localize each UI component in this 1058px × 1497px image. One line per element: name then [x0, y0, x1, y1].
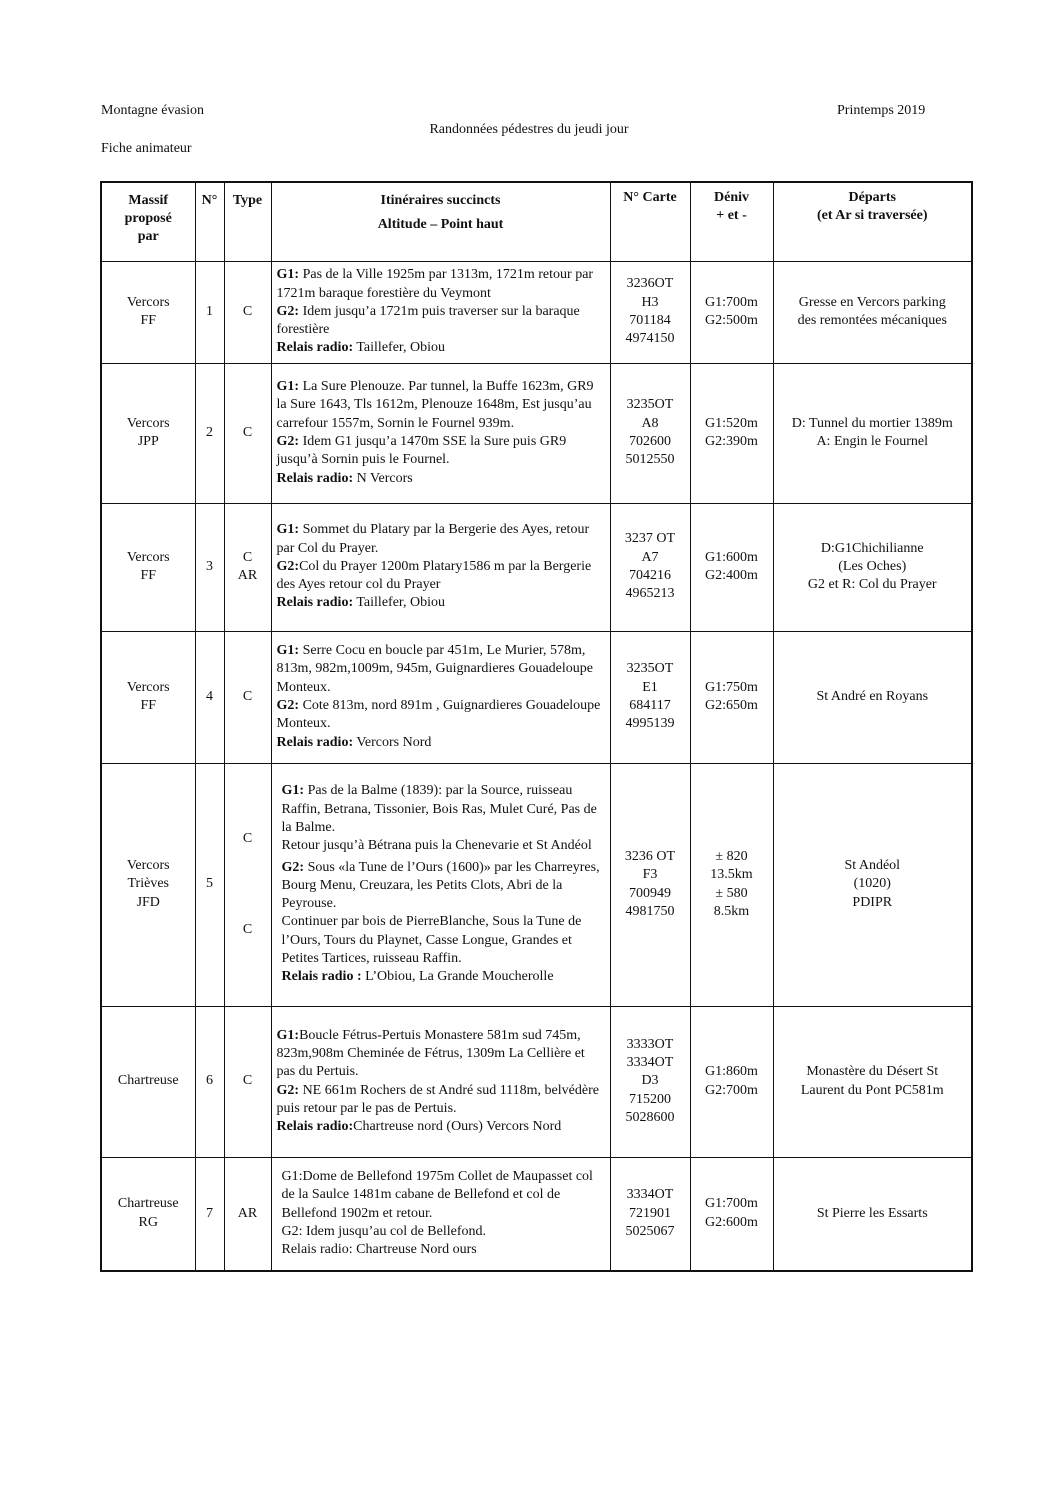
cell-number: 7 — [195, 1157, 224, 1271]
map-line: 701184 — [629, 313, 671, 328]
map-line: 5012550 — [625, 452, 675, 468]
cell-number: 1 — [195, 261, 224, 363]
cell-elevation — [690, 363, 773, 503]
type-line: C — [242, 831, 253, 847]
itin-line — [277, 1118, 606, 1136]
map-line: 721901 — [629, 1205, 671, 1221]
type-line: C — [242, 549, 253, 565]
departures-line: Monastère du Désert St — [806, 1064, 939, 1080]
cell-type — [224, 1157, 271, 1271]
itin-line — [277, 303, 606, 340]
itin-label: G1: — [281, 783, 305, 799]
col-header-massif-line: Massif — [128, 193, 169, 208]
cell-elevation — [690, 631, 773, 763]
sheet-label: Fiche animateur — [101, 141, 192, 156]
itin-label: Relais radio : — [281, 969, 362, 985]
map-line: 3236 OT — [624, 848, 676, 864]
itin-text: La Sure Plenouze. Par tunnel, la Buffe 1623m, GR9 la Sure 1643, Tls 1612m, Plenouze 1648m, Est jusqu’au carrefour 1557m, Sornin le Fournel 939m. — [276, 379, 594, 431]
elevation-line: G2:700m — [705, 1082, 758, 1098]
itin-line — [277, 1027, 606, 1082]
type-line: AR — [237, 1205, 258, 1221]
massif-line: Vercors — [126, 549, 170, 565]
type-line: C — [242, 688, 253, 704]
departures-line: A: Engin le Fournel — [816, 434, 929, 449]
cell-departures — [773, 503, 972, 631]
document-title: Randonnées pédestres du jeudi jour — [429, 122, 629, 137]
col-header-departures — [773, 182, 972, 261]
map-line: 715200 — [629, 1091, 671, 1107]
col-header-elevation-line: + et - — [716, 208, 747, 224]
map-line: 704216 — [629, 568, 671, 583]
cell-massif — [101, 363, 195, 503]
map-line: 3334OT — [626, 1055, 674, 1071]
cell-type — [224, 1006, 271, 1157]
massif-line: JFD — [136, 894, 160, 910]
table-row — [101, 503, 972, 631]
elevation-line: 8.5km — [713, 903, 750, 919]
departures-line: Laurent du Pont PC581m — [800, 1082, 944, 1098]
cell-massif — [101, 763, 195, 1006]
itin-text: Chartreuse nord (Ours) Vercors Nord — [353, 1119, 562, 1135]
itin-line — [282, 859, 606, 914]
itin-label: G1: — [276, 379, 300, 395]
itin-text: Cote 813m, nord 891m , Guignardieres Gouadeloupe Monteux. — [276, 698, 601, 732]
elevation-line: G2:500m — [705, 313, 758, 328]
itin-text: Taillefer, Obiou — [353, 595, 446, 611]
col-header-elevation — [690, 182, 773, 261]
itin-label: G2: — [276, 303, 300, 319]
itin-line — [282, 1241, 606, 1259]
cell-massif — [101, 631, 195, 763]
itin-text: Taillefer, Obiou — [353, 340, 446, 356]
departures-line: D:G1Chichilianne — [820, 540, 924, 556]
cell-number: 2 — [195, 363, 224, 503]
map-line: 3334OT — [626, 1187, 674, 1203]
itin-label: G2: — [276, 434, 300, 449]
cell-map — [610, 503, 690, 631]
massif-line: Chartreuse — [117, 1196, 179, 1212]
departures-line: (Les Oches) — [838, 558, 907, 574]
map-line: E1 — [642, 679, 658, 695]
itin-line — [277, 339, 606, 357]
itin-line — [277, 642, 606, 697]
elevation-line: ± 580 — [715, 885, 748, 901]
massif-line: Trièves — [127, 876, 169, 892]
map-line: 3333OT — [626, 1036, 674, 1052]
cell-departures — [773, 1157, 972, 1271]
cell-elevation — [690, 261, 773, 363]
organization-name: Montagne évasion — [101, 103, 205, 118]
map-line: F3 — [642, 867, 658, 883]
cell-itinerary — [271, 363, 610, 503]
cell-type — [224, 631, 271, 763]
itin-label: Relais radio: — [276, 595, 354, 611]
elevation-line: G1:600m — [705, 549, 758, 565]
elevation-line: G1:860m — [705, 1064, 758, 1080]
map-line: 700949 — [629, 885, 671, 901]
cell-map — [610, 363, 690, 503]
cell-itinerary — [271, 631, 610, 763]
elevation-line: G2:650m — [705, 698, 758, 713]
departures-line: (1020) — [853, 876, 891, 892]
cell-elevation — [690, 763, 773, 1006]
table-row — [101, 363, 972, 503]
departures-line: St Andéol — [844, 858, 901, 874]
table-row — [101, 261, 972, 363]
itin-label: Relais radio: — [276, 734, 354, 750]
map-line: 5028600 — [625, 1109, 675, 1125]
itin-line — [277, 433, 606, 470]
itin-line — [277, 470, 606, 488]
type-line: C — [242, 1073, 253, 1089]
cell-departures — [773, 363, 972, 503]
cell-number: 3 — [195, 503, 224, 631]
elevation-line: G2:390m — [705, 434, 758, 449]
itin-label: G1: — [276, 643, 300, 659]
elevation-line: ± 820 — [715, 848, 748, 864]
massif-line: FF — [140, 698, 157, 713]
itin-label: G1: — [276, 1027, 300, 1043]
itin-text: Col du Prayer 1200m Platary1586 m par la Bergerie des Ayes retour col du Prayer — [276, 558, 592, 593]
cell-massif — [101, 1157, 195, 1271]
itin-line — [277, 558, 606, 595]
col-header-itin-sub: Altitude – Point haut — [377, 217, 504, 233]
itin-text: Idem jusqu’a 1721m puis traverser sur la baraque forestière — [276, 303, 580, 338]
map-line: 5025067 — [625, 1223, 675, 1239]
departures-line: St Pierre les Essarts — [816, 1205, 928, 1221]
table-row — [101, 763, 972, 1006]
table-row — [101, 1006, 972, 1157]
itin-line — [282, 913, 606, 968]
massif-line: JPP — [137, 434, 159, 449]
itin-line — [282, 1223, 606, 1241]
itin-label: Relais radio: — [276, 1119, 354, 1135]
map-line: 4974150 — [625, 331, 675, 347]
col-header-massif — [101, 182, 195, 261]
col-header-departures-line: (et Ar si traversée) — [816, 208, 928, 224]
cell-itinerary — [271, 1157, 610, 1271]
col-header-elevation-line: Déniv — [714, 190, 749, 205]
itin-line — [282, 1168, 606, 1223]
massif-line: FF — [140, 313, 157, 328]
map-line: 702600 — [629, 434, 671, 449]
itin-label: G1: — [276, 267, 300, 283]
itin-text: Sous «la Tune de l’Ours (1600)» par les Charreyres, Bourg Menu, Creuzara, les Petits Clots, Abri de la Peyrouse. — [281, 859, 600, 912]
cell-map — [610, 763, 690, 1006]
col-header-itineraries — [271, 182, 610, 261]
cell-massif — [101, 1006, 195, 1157]
cell-number: 4 — [195, 631, 224, 763]
map-line: 684117 — [629, 698, 671, 713]
map-line: 4995139 — [625, 716, 675, 732]
cell-number: 6 — [195, 1006, 224, 1157]
type-line: AR — [237, 568, 258, 583]
departures-line: G2 et R: Col du Prayer — [807, 577, 937, 593]
table-row — [101, 631, 972, 763]
cell-departures — [773, 631, 972, 763]
itin-text: Continuer par bois de PierreBlanche, Sous la Tune de l’Ours, Tours du Playnet, Casse Longue, Grandes et Petites Tartices, ruisseau Raffin. — [281, 914, 582, 967]
type-line: C — [242, 303, 253, 319]
col-header-massif-line: proposé — [124, 211, 172, 226]
map-line: 4965213 — [625, 586, 675, 602]
departures-line: St André en Royans — [816, 688, 929, 704]
cell-map — [610, 1006, 690, 1157]
massif-line: Vercors — [126, 858, 170, 874]
itin-label: Relais radio: — [276, 340, 354, 356]
type-line: C — [242, 424, 253, 440]
massif-line: RG — [138, 1214, 158, 1230]
itin-line — [282, 782, 606, 837]
cell-number: 5 — [195, 763, 224, 1006]
col-header-type: Type — [224, 182, 271, 261]
itin-line — [282, 837, 606, 855]
itin-label: G2: — [276, 1082, 300, 1098]
massif-line: Vercors — [126, 679, 170, 695]
map-line: A8 — [641, 415, 659, 431]
itin-line — [282, 968, 606, 986]
massif-line: FF — [140, 568, 157, 583]
itin-text: G2: Idem jusqu’au col de Bellefond. — [281, 1223, 487, 1239]
cell-map — [610, 261, 690, 363]
cell-itinerary — [271, 763, 610, 1006]
col-header-departures-line: Départs — [848, 190, 896, 205]
itin-label: Relais radio: — [276, 470, 354, 486]
itin-line — [277, 734, 606, 752]
map-line: A7 — [641, 549, 659, 565]
itin-label: G1: — [276, 522, 300, 538]
col-header-map: N° Carte — [610, 182, 690, 261]
itin-line — [277, 378, 606, 433]
type-line: C — [242, 921, 253, 937]
map-line: 3235OT — [626, 661, 674, 677]
itin-line — [277, 697, 606, 734]
cell-type — [224, 363, 271, 503]
itin-text: NE 661m Rochers de st André sud 1118m, belvédère puis retour par le pas de Pertuis. — [276, 1082, 599, 1116]
itin-text: Retour jusqu’à Bétrana puis la Chenevarie et St Andéol — [281, 838, 592, 854]
itin-line — [277, 1082, 606, 1119]
itin-text: N Vercors — [353, 470, 413, 486]
cell-departures — [773, 1006, 972, 1157]
elevation-line: G1:520m — [705, 415, 758, 431]
cell-itinerary — [271, 503, 610, 631]
map-line: 3235OT — [626, 397, 674, 413]
itin-text: Relais radio: Chartreuse Nord ours — [281, 1242, 477, 1258]
map-line: H3 — [641, 294, 659, 310]
cell-massif — [101, 503, 195, 631]
cell-elevation — [690, 1157, 773, 1271]
cell-departures — [773, 763, 972, 1006]
elevation-line: G1:700m — [705, 294, 758, 310]
departures-line: des remontées mécaniques — [797, 313, 947, 328]
itin-text: Pas de la Ville 1925m par 1313m, 1721m retour par 1721m baraque forestière du Veymont — [276, 267, 594, 301]
cell-type — [224, 261, 271, 363]
departures-line: Gresse en Vercors parking — [798, 294, 946, 310]
itin-text: G1:Dome de Bellefond 1975m Collet de Maupasset col de la Saulce 1481m cabane de Bellefond et col de Bellefond 1902m et retour. — [281, 1169, 593, 1221]
itin-label: G2: — [281, 859, 305, 875]
cell-itinerary — [271, 261, 610, 363]
itin-line — [277, 266, 606, 303]
table-row — [101, 1157, 972, 1271]
cell-type — [224, 503, 271, 631]
hikes-table — [100, 181, 973, 1272]
col-header-number: N° — [195, 182, 224, 261]
massif-line: Vercors — [126, 415, 170, 431]
itin-text: Boucle Fétrus-Pertuis Monastere 581m sud 745m, 823m,908m Cheminée de Fétrus, 1309m La Cellière et pas du Pertuis. — [276, 1027, 585, 1080]
season-label: Printemps 2019 — [837, 103, 926, 118]
cell-massif — [101, 261, 195, 363]
itin-text: L’Obiou, La Grande Moucherolle — [361, 969, 554, 985]
map-line: 3237 OT — [624, 531, 676, 547]
itin-text: Sommet du Platary par la Bergerie des Ayes, retour par Col du Prayer. — [276, 522, 590, 556]
cell-itinerary — [271, 1006, 610, 1157]
cell-type — [224, 763, 271, 1006]
map-line: 3236OT — [626, 276, 674, 292]
itin-label: G2: — [276, 698, 300, 713]
itin-text: Vercors Nord — [353, 734, 432, 750]
elevation-line: G1:700m — [705, 1196, 758, 1212]
table-header-row — [101, 182, 972, 261]
elevation-line: G2:600m — [705, 1214, 758, 1230]
massif-line: Chartreuse — [117, 1073, 179, 1089]
elevation-line: 13.5km — [710, 867, 753, 883]
cell-map — [610, 1157, 690, 1271]
itin-text: Idem G1 jusqu’a 1470m SSE la Sure puis GR9 jusqu’à Sornin puis le Fournel. — [276, 434, 567, 468]
itin-label: G2: — [276, 558, 300, 574]
cell-elevation — [690, 503, 773, 631]
cell-departures — [773, 261, 972, 363]
departures-line: PDIPR — [852, 894, 893, 910]
cell-elevation — [690, 1006, 773, 1157]
itin-text: Serre Cocu en boucle par 451m, Le Murier, 578m, 813m, 982m,1009m, 945m, Guignardieres Gouadeloupe Monteux. — [276, 643, 594, 695]
col-header-massif-line: par — [137, 229, 159, 244]
elevation-line: G2:400m — [705, 568, 758, 583]
map-line: 4981750 — [625, 903, 675, 919]
elevation-line: G1:750m — [705, 679, 758, 695]
itin-line — [277, 521, 606, 558]
cell-map — [610, 631, 690, 763]
map-line: D3 — [641, 1073, 659, 1089]
departures-line: D: Tunnel du mortier 1389m — [791, 415, 953, 431]
itin-line — [277, 594, 606, 612]
itin-text: Pas de la Balme (1839): par la Source, ruisseau Raffin, Betrana, Tissonier, Bois Ras, Mulet Curé, Pas de la Balme. — [281, 783, 597, 835]
col-header-itin-title: Itinéraires succincts — [380, 193, 501, 208]
massif-line: Vercors — [126, 294, 170, 310]
